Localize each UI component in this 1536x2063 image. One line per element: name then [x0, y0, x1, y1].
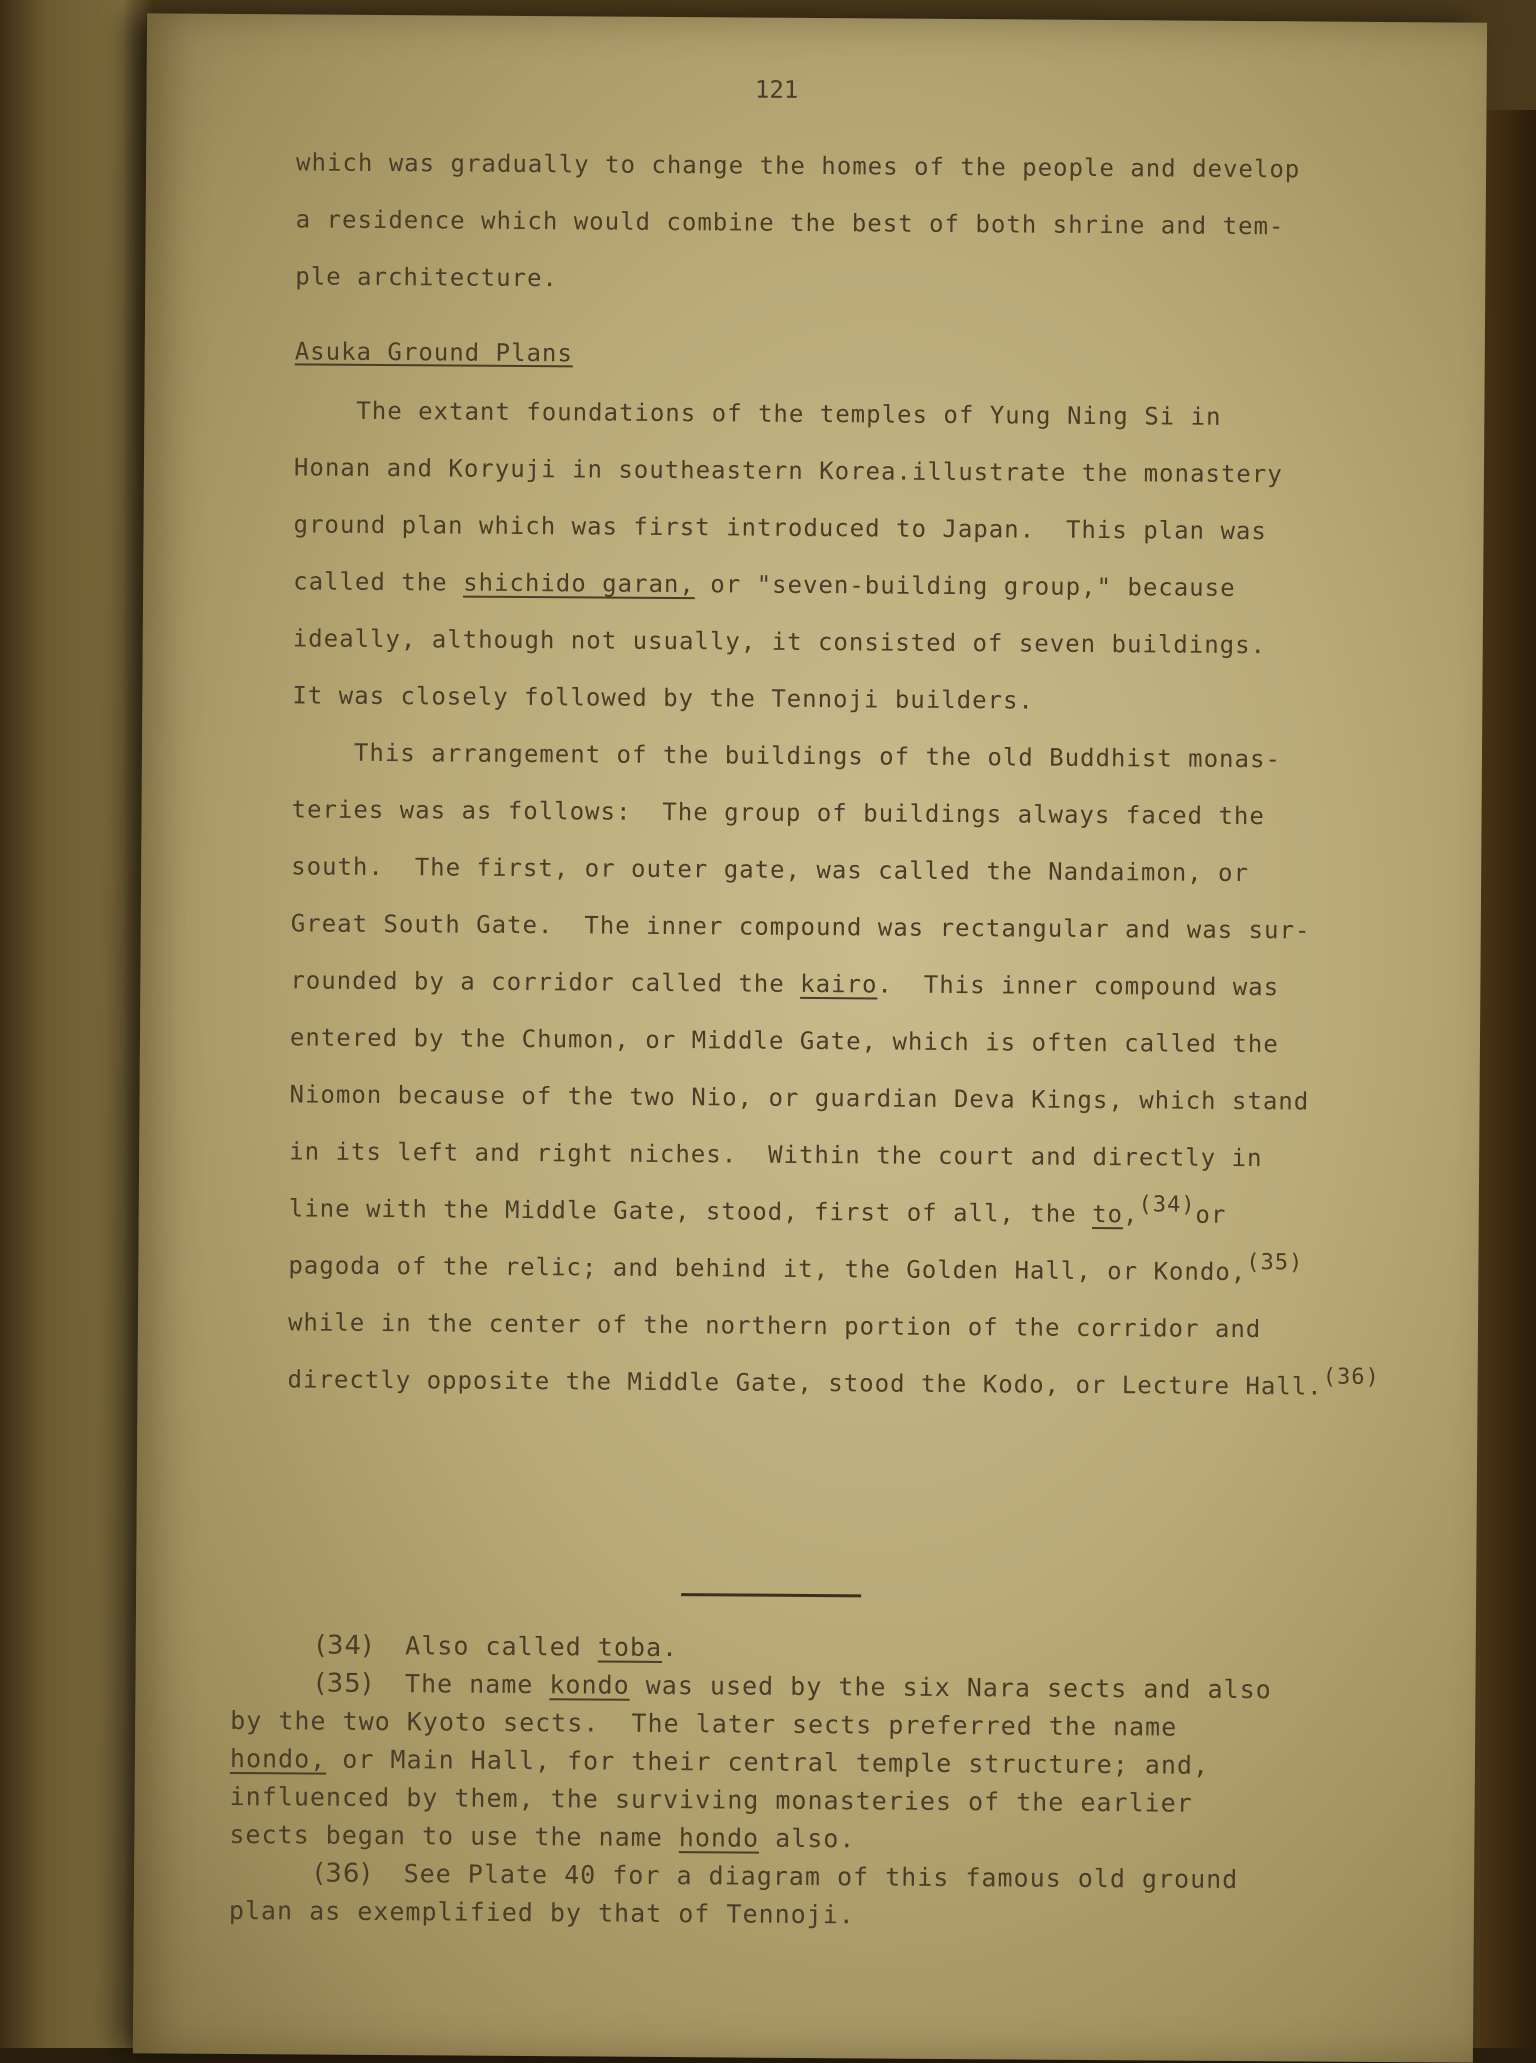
footnote-line: by the two Kyoto sects. The later sects preferred the name	[230, 1705, 1178, 1742]
intro-line: a residence which would combine the best of both shrine and tem-	[295, 205, 1285, 241]
paragraph-line	[293, 553, 1423, 618]
paragraph-line: The extant foundations of the temples of Yung Ning Si in	[356, 396, 1222, 431]
underlined-term: shichido garan,	[463, 568, 695, 599]
text-run: pagoda of the relic; and behind it, the Golden Hall, or Kondo,	[288, 1251, 1247, 1287]
document-page	[133, 13, 1487, 2062]
footnote-mark: (34)	[315, 1630, 374, 1661]
text-run: or "seven-building group," because	[694, 570, 1236, 602]
text-run: The name	[404, 1669, 550, 1700]
text-run: .	[661, 1632, 679, 1663]
text-run: or Main Hall, for their central temple structure; and,	[326, 1744, 1210, 1780]
text-run: ,	[1122, 1200, 1139, 1229]
paragraph-line: It was closely followed by the Tennoji builders.	[292, 681, 1035, 715]
text-run: . This inner compound was	[877, 970, 1280, 1002]
footnote-mark: (36)	[314, 1858, 372, 1889]
text-run: rounded by a corridor called the	[290, 966, 801, 998]
footnote-line: influenced by them, the surviving monasteries of the earlier	[229, 1781, 1193, 1818]
paragraph-line	[289, 1180, 1419, 1245]
underlined-term: toba	[597, 1632, 663, 1662]
paragraph-line: This arrangement of the buildings of the old Buddhist monas-	[353, 738, 1282, 774]
text-run: directly opposite the Middle Gate, stood the Kodo, or Lecture Hall.	[287, 1365, 1323, 1401]
paragraph-line: Great South Gate. The inner compound was rectangular and was sur-	[290, 909, 1311, 945]
paragraph-line: in its left and right niches. Within the court and directly in	[289, 1137, 1263, 1173]
paragraph-1	[292, 382, 1424, 732]
paragraph-line: Niomon because of the two Nio, or guardian Deva Kings, which stand	[289, 1080, 1310, 1116]
paragraph-line: entered by the Chumon, or Middle Gate, which is often called the	[289, 1023, 1279, 1059]
underlined-term: kondo	[549, 1670, 630, 1700]
paragraph-line: ground plan which was first introduced to Japan. This plan was	[293, 510, 1267, 546]
text-run: line with the Middle Gate, stood, first of all, the	[288, 1194, 1093, 1228]
paragraph-line: Honan and Koryuji in southeastern Korea.illustrate the monastery	[293, 453, 1283, 489]
footnote-mark: (35)	[315, 1668, 373, 1699]
footnote-line: plan as exemplified by that of Tennoji.	[228, 1895, 855, 1930]
footnote-ref: (35)	[1246, 1250, 1304, 1276]
underlined-term: hondo	[678, 1823, 760, 1853]
paragraph-line: while in the center of the northern portion of the corridor and	[287, 1308, 1262, 1344]
paragraph-line	[288, 1237, 1418, 1302]
page-number: 121	[754, 75, 799, 104]
text-run: Also called	[405, 1631, 598, 1662]
paragraph-line: south. The first, or outer gate, was called the Nandaimon, or	[291, 852, 1250, 888]
underlined-term: hondo,	[229, 1743, 327, 1774]
book-edge	[1480, 110, 1536, 2048]
footnote-ref: (36)	[1322, 1364, 1380, 1390]
paragraph-line: teries was as follows: The group of buildings always faced the	[291, 795, 1265, 831]
text-run: also.	[759, 1823, 856, 1854]
footnote-ref: (34)	[1138, 1192, 1196, 1218]
paragraph-line	[290, 952, 1420, 1017]
underlined-term: kairo	[800, 969, 878, 999]
footnote-divider	[681, 1593, 861, 1597]
text-run: was used by the six Nara sects and also	[629, 1670, 1272, 1705]
body-text	[287, 134, 1426, 1416]
intro-line: which was gradually to change the homes of the people and develop	[296, 148, 1301, 184]
text-run: sects began to use the name	[229, 1819, 679, 1853]
intro-paragraph	[295, 134, 1426, 313]
text-run: or	[1195, 1200, 1227, 1229]
section-heading: Asuka Ground Plans	[294, 337, 573, 368]
paragraph-line: ideally, although not usually, it consisted of seven buildings.	[292, 624, 1267, 660]
underlined-term: to	[1092, 1199, 1124, 1229]
text-run: See Plate 40 for a diagram of this famous old ground	[403, 1859, 1239, 1895]
paragraph-line	[287, 1351, 1417, 1416]
intro-line: ple architecture.	[295, 262, 559, 293]
paragraph-2	[287, 724, 1422, 1416]
footnotes	[229, 1626, 1461, 1939]
text-run: called the	[293, 567, 464, 597]
